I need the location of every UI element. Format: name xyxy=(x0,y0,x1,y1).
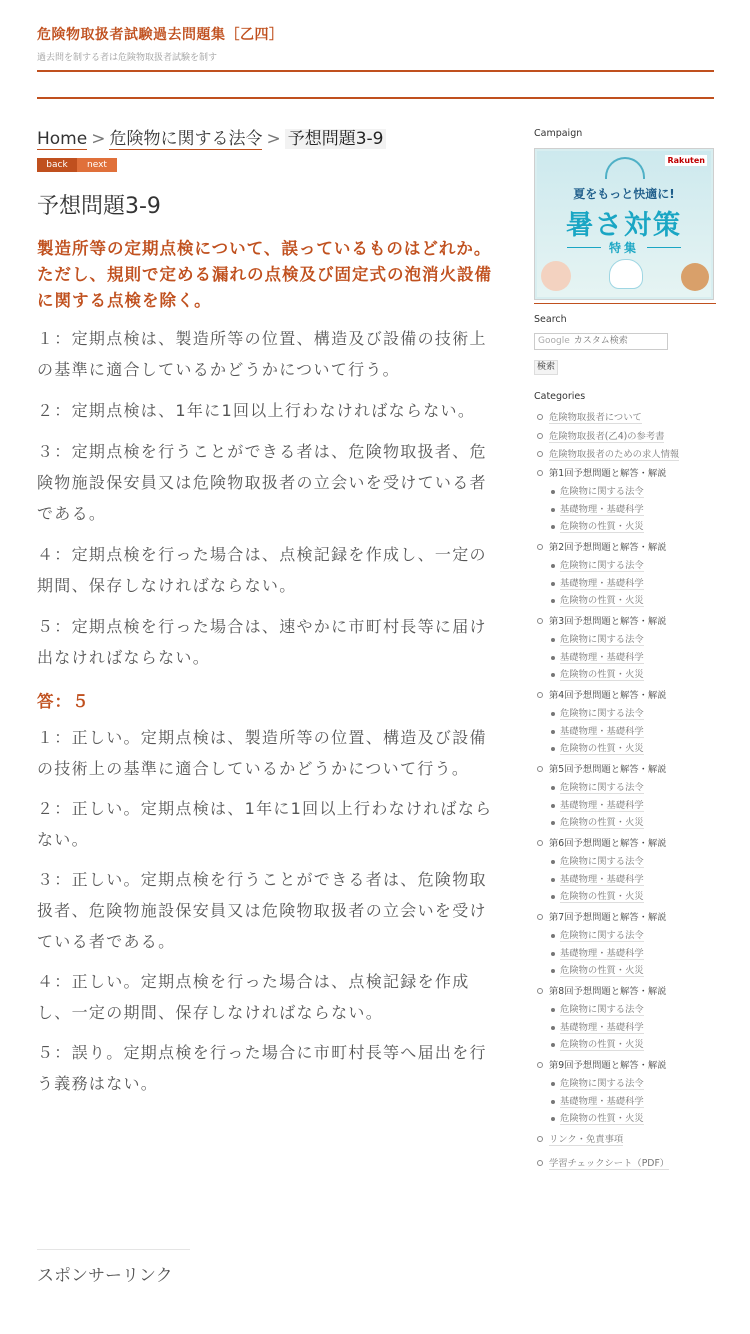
subcategory-item xyxy=(549,945,716,963)
search-input[interactable] xyxy=(534,333,668,350)
subcategory-item xyxy=(549,927,716,945)
category-group xyxy=(534,1057,716,1128)
category-item xyxy=(534,446,716,465)
category-group-label[interactable]: 第1回予想問題と解答・解説 xyxy=(549,467,667,479)
subcategory-item xyxy=(549,575,716,593)
subcategory-item xyxy=(549,501,716,519)
category-group-label[interactable]: 第2回予想問題と解答・解説 xyxy=(549,541,667,553)
subcategory-link[interactable]: 危険物の性質・火災 xyxy=(560,817,644,828)
category-group xyxy=(534,761,716,832)
category-link[interactable]: 危険物取扱者について xyxy=(549,412,642,423)
category-group xyxy=(534,835,716,906)
subcategory-link[interactable]: 危険物の性質・火災 xyxy=(560,669,644,680)
category-item xyxy=(534,1131,716,1150)
subcategory-list xyxy=(549,1001,716,1054)
subcategory-link[interactable]: 基礎物理・基礎科学 xyxy=(560,873,644,885)
category-group xyxy=(534,909,716,980)
subcategory-item xyxy=(549,1110,716,1128)
search-placeholder: カスタム検索 xyxy=(573,336,628,346)
subcategory-item xyxy=(549,1093,716,1111)
subcategory-link[interactable]: 危険物の性質・火災 xyxy=(560,965,644,976)
subcategory-list xyxy=(549,927,716,980)
option-4: ４：定期点検を行った場合は、点検記録を作成し、一定の期間、保存しなければならない。 xyxy=(37,545,487,595)
category-item xyxy=(534,428,716,447)
option-3: ３：定期点検を行うことができる者は、危険物取扱者、危険物施設保安員又は危険物取扱者の立会いを受けている者である。 xyxy=(37,442,487,523)
subcategory-link[interactable]: 危険物に関する法令 xyxy=(560,1004,644,1015)
answer-label: 答：５ xyxy=(37,692,90,711)
subcategory-link[interactable]: 基礎物理・基礎科学 xyxy=(560,577,644,589)
breadcrumb-home-link[interactable]: Home xyxy=(37,129,88,149)
subcategory-link[interactable]: 基礎物理・基礎科学 xyxy=(560,947,644,959)
explanation-1: １：正しい。定期点検は、製造所等の位置、構造及び設備の技術上の基準に適合しているかどうかについて行う。 xyxy=(37,728,487,778)
campaign-banner[interactable] xyxy=(534,148,714,300)
campaign-divider xyxy=(534,303,716,304)
category-group-label[interactable]: 第9回予想問題と解答・解説 xyxy=(549,1059,667,1071)
explanation-2: ２：正しい。定期点検は、1年に1回以上行わなければならない。 xyxy=(37,799,493,849)
breadcrumb-separator: > xyxy=(91,129,106,149)
subcategory-link[interactable]: 危険物の性質・火災 xyxy=(560,891,644,902)
subcategory-link[interactable]: 危険物の性質・火災 xyxy=(560,595,644,606)
next-button[interactable]: next xyxy=(77,158,117,172)
category-group xyxy=(534,613,716,684)
campaign-rule xyxy=(647,247,681,248)
subcategory-item xyxy=(549,483,716,501)
explanation-4: ４：正しい。定期点検を行った場合は、点検記録を作成し、一定の期間、保存しなければならない。 xyxy=(37,972,470,1022)
category-link[interactable]: 危険物取扱者(乙4)の参考書 xyxy=(549,430,665,442)
site-header xyxy=(37,24,714,63)
site-title[interactable]: 危険物取扱者試験過去問題集［乙四］ xyxy=(37,27,284,43)
campaign-headline: 夏をもっと快適に! xyxy=(573,187,675,201)
subcategory-list xyxy=(549,557,716,610)
main-content xyxy=(37,126,497,1099)
header-divider-bottom xyxy=(37,97,714,99)
category-group-label[interactable]: 第3回予想問題と解答・解説 xyxy=(549,615,667,627)
category-group xyxy=(534,687,716,758)
header-divider-top xyxy=(37,70,714,72)
subcategory-link[interactable]: 危険物に関する法令 xyxy=(560,930,644,941)
category-group xyxy=(534,465,716,536)
subcategory-link[interactable]: 危険物の性質・火災 xyxy=(560,743,644,754)
woman-illustration xyxy=(541,261,571,291)
subcategory-item xyxy=(549,853,716,871)
subcategory-link[interactable]: 危険物の性質・火災 xyxy=(560,1113,644,1124)
search-button[interactable]: 検索 xyxy=(534,360,558,375)
subcategory-list xyxy=(549,1075,716,1128)
subcategory-link[interactable]: 危険物に関する法令 xyxy=(560,1078,644,1089)
subcategory-link[interactable]: 危険物に関する法令 xyxy=(560,486,644,497)
category-list xyxy=(534,409,716,1174)
subcategory-item xyxy=(549,723,716,741)
category-link[interactable]: 学習チェックシート（PDF） xyxy=(549,1158,670,1169)
sponsor-divider xyxy=(37,1249,190,1250)
subcategory-item xyxy=(549,1019,716,1037)
post-title: 予想問題3-9 xyxy=(37,194,161,219)
subcategory-item xyxy=(549,871,716,889)
sun-icon xyxy=(605,157,645,179)
subcategory-item xyxy=(549,797,716,815)
subcategory-item xyxy=(549,779,716,797)
subcategory-item xyxy=(549,962,716,980)
subcategory-link[interactable]: 危険物に関する法令 xyxy=(560,634,644,645)
subcategory-link[interactable]: 基礎物理・基礎科学 xyxy=(560,725,644,737)
campaign-title: 暑さ対策 xyxy=(566,210,682,241)
campaign-widget-title: Campaign xyxy=(534,128,583,139)
breadcrumb-separator: > xyxy=(266,129,281,149)
subcategory-link[interactable]: 危険物の性質・火災 xyxy=(560,521,644,532)
subcategory-link[interactable]: 基礎物理・基礎科学 xyxy=(560,1095,644,1107)
subcategory-link[interactable]: 基礎物理・基礎科学 xyxy=(560,503,644,515)
option-1: １：定期点検は、製造所等の位置、構造及び設備の技術上の基準に適合しているかどうかについて行う。 xyxy=(37,329,487,379)
subcategory-link[interactable]: 危険物の性質・火災 xyxy=(560,1039,644,1050)
category-item xyxy=(534,1155,716,1174)
subcategory-item xyxy=(549,557,716,575)
explanation-3: ３：正しい。定期点検を行うことができる者は、危険物取扱者、危険物施設保安員又は危険物取扱者の立会いを受けている者である。 xyxy=(37,870,487,951)
subcategory-link[interactable]: 基礎物理・基礎科学 xyxy=(560,651,644,663)
search-widget-title: Search xyxy=(534,314,567,325)
subcategory-item xyxy=(549,814,716,832)
subcategory-list xyxy=(549,779,716,832)
subcategory-list xyxy=(549,705,716,758)
subcategory-item xyxy=(549,888,716,906)
category-group xyxy=(534,983,716,1054)
subcategory-link[interactable]: 危険物に関する法令 xyxy=(560,560,644,571)
google-logo: Google xyxy=(538,336,570,346)
subcategory-item xyxy=(549,649,716,667)
question-text xyxy=(37,236,497,314)
category-item xyxy=(534,409,716,428)
sponsor-label: スポンサーリンク xyxy=(37,1266,173,1286)
rakuten-logo: Rakuten xyxy=(667,156,705,165)
sidebar xyxy=(534,128,716,1174)
option-2: ２：定期点検は、1年に1回以上行わなければならない。 xyxy=(37,401,476,420)
subcategory-item xyxy=(549,592,716,610)
site-tagline: 過去問を制する者は危険物取扱者試験を制す xyxy=(37,53,218,63)
subcategory-item xyxy=(549,631,716,649)
subcategory-list xyxy=(549,631,716,684)
category-link[interactable]: リンク・免責事項 xyxy=(549,1133,624,1145)
subcategory-item xyxy=(549,518,716,536)
subcategory-link[interactable]: 危険物に関する法令 xyxy=(560,782,644,793)
subcategory-item xyxy=(549,1036,716,1054)
category-group-label[interactable]: 第8回予想問題と解答・解説 xyxy=(549,985,667,997)
category-group xyxy=(534,539,716,610)
subcategory-link[interactable]: 危険物に関する法令 xyxy=(560,856,644,867)
categories-widget-title: Categories xyxy=(534,391,586,402)
subcategory-item xyxy=(549,1075,716,1093)
question-line: ただし、規則で定める漏れの点検及び固定式の泡消火設備に関する点検を除く。 xyxy=(37,265,492,310)
explanation-5: ５：誤り。定期点検を行った場合に市町村長等へ届出を行う義務はない。 xyxy=(37,1043,487,1093)
subcategory-link[interactable]: 危険物に関する法令 xyxy=(560,708,644,719)
post-pager xyxy=(37,158,497,172)
category-group-label[interactable]: 第7回予想問題と解答・解説 xyxy=(549,911,667,923)
subcategory-list xyxy=(549,853,716,906)
subcategory-link[interactable]: 基礎物理・基礎科学 xyxy=(560,1021,644,1033)
campaign-subtitle: 特集 xyxy=(608,241,639,255)
option-5: ５：定期点検を行った場合は、速やかに市町村長等に届け出なければならない。 xyxy=(37,617,487,667)
subcategory-item xyxy=(549,740,716,758)
subcategory-link[interactable]: 基礎物理・基礎科学 xyxy=(560,799,644,811)
dog-illustration xyxy=(681,263,709,291)
category-link[interactable]: 危険物取扱者のための求人情報 xyxy=(549,449,680,460)
category-group-label[interactable]: 第4回予想問題と解答・解説 xyxy=(549,689,667,701)
breadcrumb-current: 予想問題3-9 xyxy=(285,129,387,149)
subcategory-item xyxy=(549,705,716,723)
breadcrumb xyxy=(37,126,497,152)
category-group-label[interactable]: 第5回予想問題と解答・解説 xyxy=(549,763,667,775)
question-line: 製造所等の定期点検について、誤っているものはどれか。 xyxy=(37,239,492,258)
bear-illustration xyxy=(609,259,643,289)
campaign-banner-image xyxy=(537,151,711,297)
subcategory-item xyxy=(549,666,716,684)
subcategory-item xyxy=(549,1001,716,1019)
back-button[interactable]: back xyxy=(37,158,77,172)
breadcrumb-category-link[interactable]: 危険物に関する法令 xyxy=(109,129,263,149)
subcategory-list xyxy=(549,483,716,536)
category-group-label[interactable]: 第6回予想問題と解答・解説 xyxy=(549,837,667,849)
